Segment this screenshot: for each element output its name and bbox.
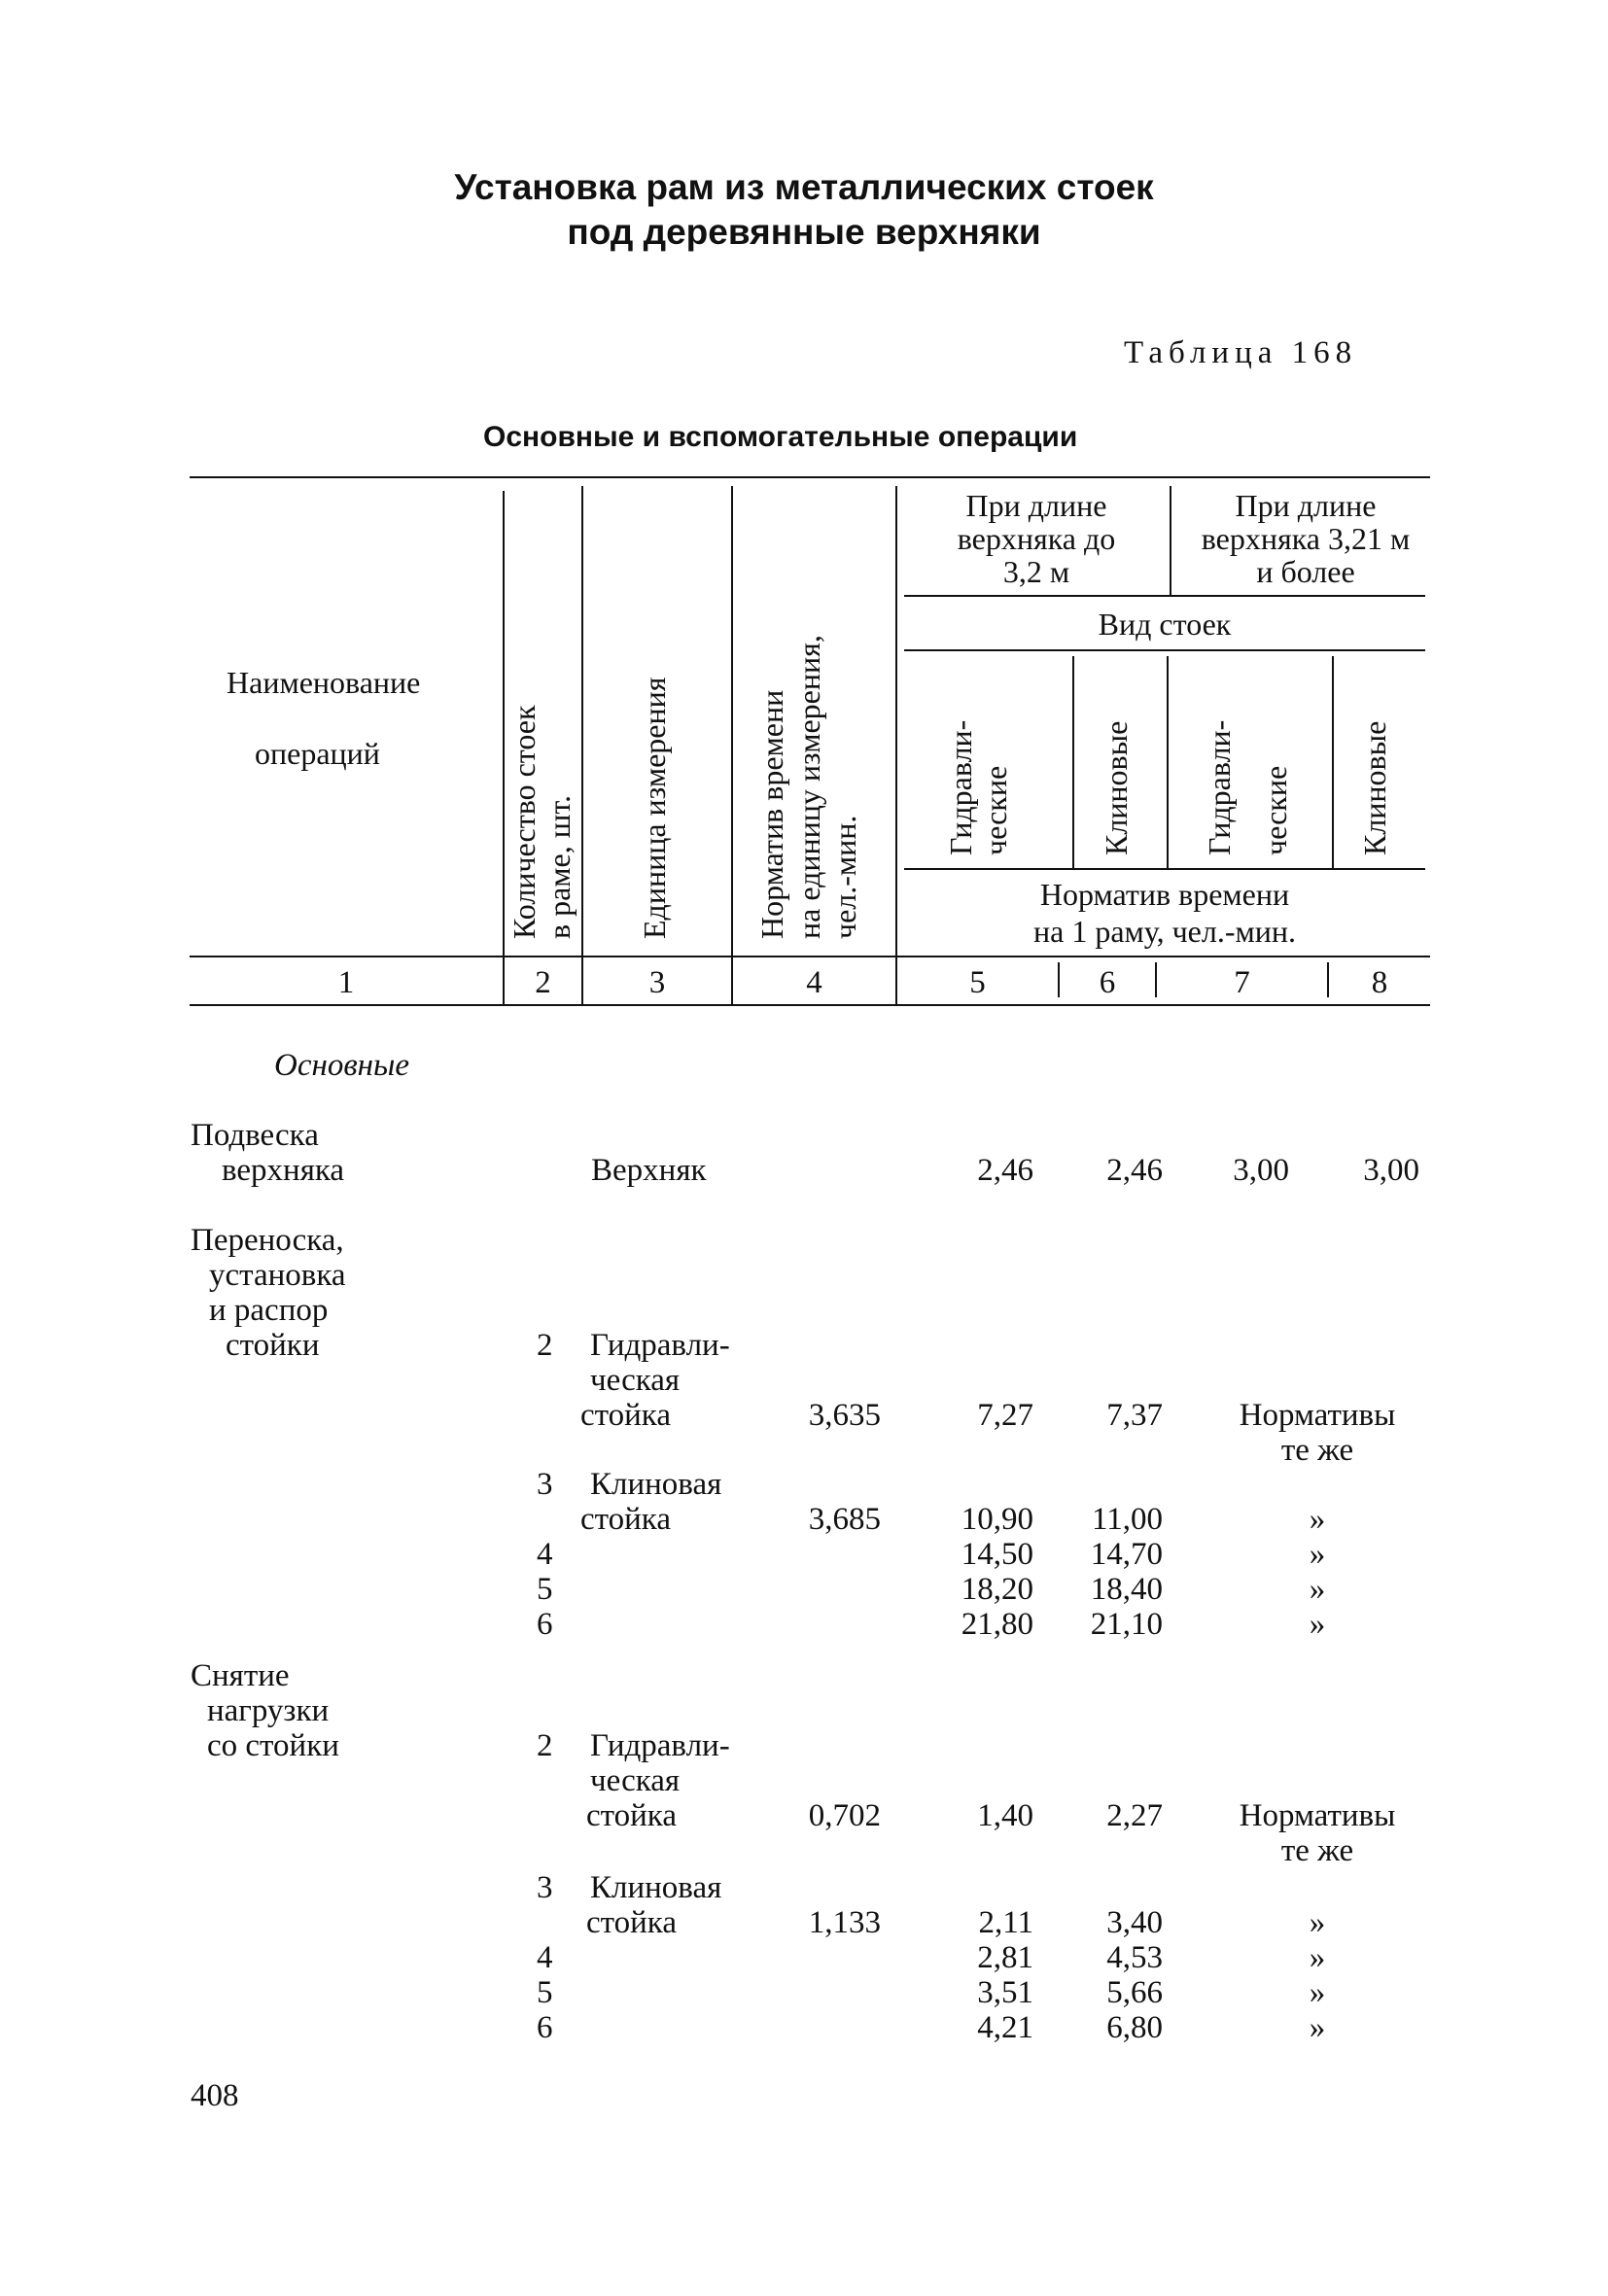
- op3-hyd-norm: 0,702: [808, 1798, 881, 1833]
- header-norm-line2: на единицу измерения,: [791, 635, 826, 939]
- op2-hyd-qty: 2: [537, 1328, 553, 1363]
- op1-unit: Верхняк: [591, 1153, 707, 1188]
- stand-types-rule: [904, 868, 1425, 870]
- op3-wedge-c6: 6,80: [1106, 2010, 1163, 2045]
- op2-hyd-note-line2: те же: [1280, 1433, 1354, 1468]
- op3-hyd-c6: 2,27: [1106, 1798, 1163, 1833]
- op2-wedge-qty: 6: [537, 1607, 553, 1642]
- op3-wedge-qty: 4: [537, 1940, 553, 1975]
- op2-wedge-c7: »: [1309, 1572, 1326, 1607]
- op2-wedge-c5: 10,90: [961, 1502, 1033, 1537]
- op3-hyd-unit-line3: стойка: [586, 1798, 677, 1833]
- op2-hyd-c6: 7,37: [1106, 1398, 1163, 1433]
- header-qty-line2: в раме, шт.: [542, 795, 577, 939]
- type-divider-2: [1167, 656, 1169, 868]
- col-number-3: 3: [648, 965, 666, 1000]
- op3-wedge-qty: 3: [537, 1870, 553, 1905]
- op2-wedge-qty: 4: [537, 1537, 553, 1572]
- type-divider-1: [1072, 656, 1074, 868]
- op3-wedge-norm: 1,133: [808, 1905, 881, 1940]
- op1-c6: 2,46: [1106, 1153, 1163, 1188]
- op2-wedge-unit-line2: стойка: [580, 1502, 671, 1537]
- header-hyd1-line1: Гидравли-: [943, 719, 978, 855]
- op3-wedge-unit-line1: Клиновая: [590, 1870, 722, 1905]
- length-group-rule: [904, 595, 1425, 597]
- col-divider-2: [581, 486, 583, 1004]
- op3-name-line1: Снятие: [191, 1658, 290, 1693]
- col-number-5: 5: [969, 965, 986, 1000]
- op1-c8: 3,00: [1363, 1153, 1419, 1188]
- op3-wedge-c5: 2,11: [978, 1905, 1033, 1940]
- header-unit: Единица измерения: [637, 677, 672, 939]
- op2-hyd-unit-line3: стойка: [580, 1398, 671, 1433]
- op3-wedge-c6: 5,66: [1106, 1975, 1163, 2010]
- op2-name-line4: стойки: [226, 1328, 320, 1363]
- header-vid: Вид стоек: [1098, 607, 1232, 642]
- op3-wedge-qty: 5: [537, 1975, 553, 2010]
- vid-group-rule: [904, 649, 1425, 651]
- op2-wedge-norm: 3,685: [808, 1502, 881, 1537]
- op3-wedge-c5: 3,51: [977, 1975, 1033, 2010]
- op2-wedge-c6: 11,00: [1091, 1502, 1163, 1537]
- op3-wedge-c5: 4,21: [977, 2010, 1033, 2045]
- op2-name-line3: и распор: [209, 1293, 329, 1328]
- op2-name-line1: Переноска,: [191, 1223, 344, 1258]
- op2-wedge-qty: 3: [537, 1467, 553, 1502]
- col-number-1: 1: [337, 965, 355, 1000]
- op2-wedge-c5: 21,80: [961, 1607, 1033, 1642]
- header-len1-line1: При длине: [965, 488, 1107, 523]
- op3-wedge-unit-line2: стойка: [586, 1905, 677, 1940]
- op2-wedge-c6: 21,10: [1090, 1607, 1163, 1642]
- op2-wedge-c6: 14,70: [1090, 1537, 1163, 1572]
- op3-hyd-note-line2: те же: [1280, 1833, 1354, 1868]
- header-len1-line2: верхняка до: [957, 521, 1116, 556]
- header-name-line1: Наименование: [227, 665, 421, 700]
- op2-hyd-unit-line2: ческая: [590, 1363, 681, 1398]
- op3-wedge-c7: »: [1309, 1940, 1326, 1975]
- op2-wedge-c5: 18,20: [961, 1572, 1033, 1607]
- page-number: 408: [191, 2078, 239, 2113]
- page-title-line2: под деревянные верхняки: [567, 212, 1041, 252]
- op3-wedge-qty: 6: [537, 2010, 553, 2045]
- op2-wedge-unit-line1: Клиновая: [590, 1467, 722, 1502]
- col-divider-1: [503, 491, 505, 1004]
- header-len2-line3: и более: [1256, 554, 1355, 589]
- op3-hyd-note-line1: Нормативы: [1239, 1798, 1396, 1833]
- op2-hyd-c5: 7,27: [977, 1398, 1033, 1433]
- col-divider-4: [895, 486, 897, 1004]
- op3-hyd-qty: 2: [537, 1728, 553, 1763]
- op2-wedge-c7: »: [1309, 1537, 1326, 1572]
- col-number-7: 7: [1234, 965, 1250, 1000]
- op3-wedge-c7: »: [1309, 1905, 1326, 1940]
- col-number-8: 8: [1371, 965, 1388, 1000]
- header-top-rule: [190, 476, 1430, 478]
- op2-hyd-norm: 3,635: [808, 1398, 881, 1433]
- op3-name-line2: нагрузки: [207, 1693, 330, 1728]
- op1-name-line1: Подвеска: [191, 1118, 319, 1153]
- op3-wedge-c7: »: [1309, 2010, 1326, 2045]
- col-number-2: 2: [535, 965, 551, 1000]
- op1-c5: 2,46: [977, 1153, 1033, 1188]
- op2-wedge-c5: 14,50: [961, 1537, 1033, 1572]
- header-hyd2-line1: Гидравли-: [1202, 719, 1237, 855]
- table-caption: Основные и вспомогательные операции: [483, 421, 1078, 453]
- op2-wedge-c7: »: [1309, 1502, 1326, 1537]
- op2-hyd-unit-line1: Гидравли-: [590, 1328, 730, 1363]
- header-norm-line3: чел.-мин.: [827, 815, 862, 939]
- header-wedge1: Клиновые: [1099, 720, 1134, 855]
- op2-wedge-c6: 18,40: [1090, 1572, 1163, 1607]
- op2-name-line2: установка: [209, 1258, 346, 1293]
- page-title-line1: Установка рам из металлических стоек: [454, 167, 1154, 207]
- header-len2-line1: При длине: [1235, 488, 1377, 523]
- op3-wedge-c5: 2,81: [977, 1940, 1033, 1975]
- type-divider-3: [1332, 656, 1334, 868]
- header-len2-line2: верхняка 3,21 м: [1201, 521, 1411, 556]
- op3-hyd-c5: 1,40: [977, 1798, 1033, 1833]
- header-norm-line1: Норматив времени: [754, 689, 789, 939]
- header-hyd2-line2: ческие: [1258, 765, 1293, 855]
- op3-name-line3: со стойки: [207, 1728, 339, 1763]
- col-divider-3: [731, 486, 733, 1004]
- header-frame-norm-line2: на 1 раму, чел.-мин.: [1033, 914, 1296, 949]
- op3-wedge-c7: »: [1309, 1975, 1326, 2010]
- op3-hyd-unit-line1: Гидравли-: [590, 1728, 730, 1763]
- header-name-line2: операций: [255, 736, 380, 771]
- header-hyd1-line2: ческие: [978, 765, 1013, 855]
- header-qty-line1: Количество стоек: [507, 705, 542, 939]
- op1-c7: 3,00: [1233, 1153, 1289, 1188]
- colnum-bottom-rule: [190, 1004, 1430, 1006]
- op2-hyd-note-line1: Нормативы: [1239, 1398, 1396, 1433]
- op3-hyd-unit-line2: ческая: [590, 1763, 681, 1798]
- op2-wedge-qty: 5: [537, 1572, 553, 1607]
- header-bottom-rule: [190, 956, 1430, 957]
- table-label: Таблица 168: [1124, 335, 1358, 370]
- op1-name-line2: верхняка: [222, 1153, 345, 1188]
- col-number-6: 6: [1099, 965, 1116, 1000]
- header-len1-line3: 3,2 м: [1002, 554, 1070, 589]
- header-wedge2: Клиновые: [1357, 720, 1392, 855]
- header-frame-norm-line1: Норматив времени: [1039, 877, 1290, 912]
- op3-wedge-c6: 4,53: [1106, 1940, 1163, 1975]
- col-number-4: 4: [806, 965, 822, 1000]
- section-label: Основные: [274, 1048, 410, 1083]
- op2-wedge-c7: »: [1309, 1607, 1326, 1642]
- op3-wedge-c6: 3,40: [1106, 1905, 1163, 1940]
